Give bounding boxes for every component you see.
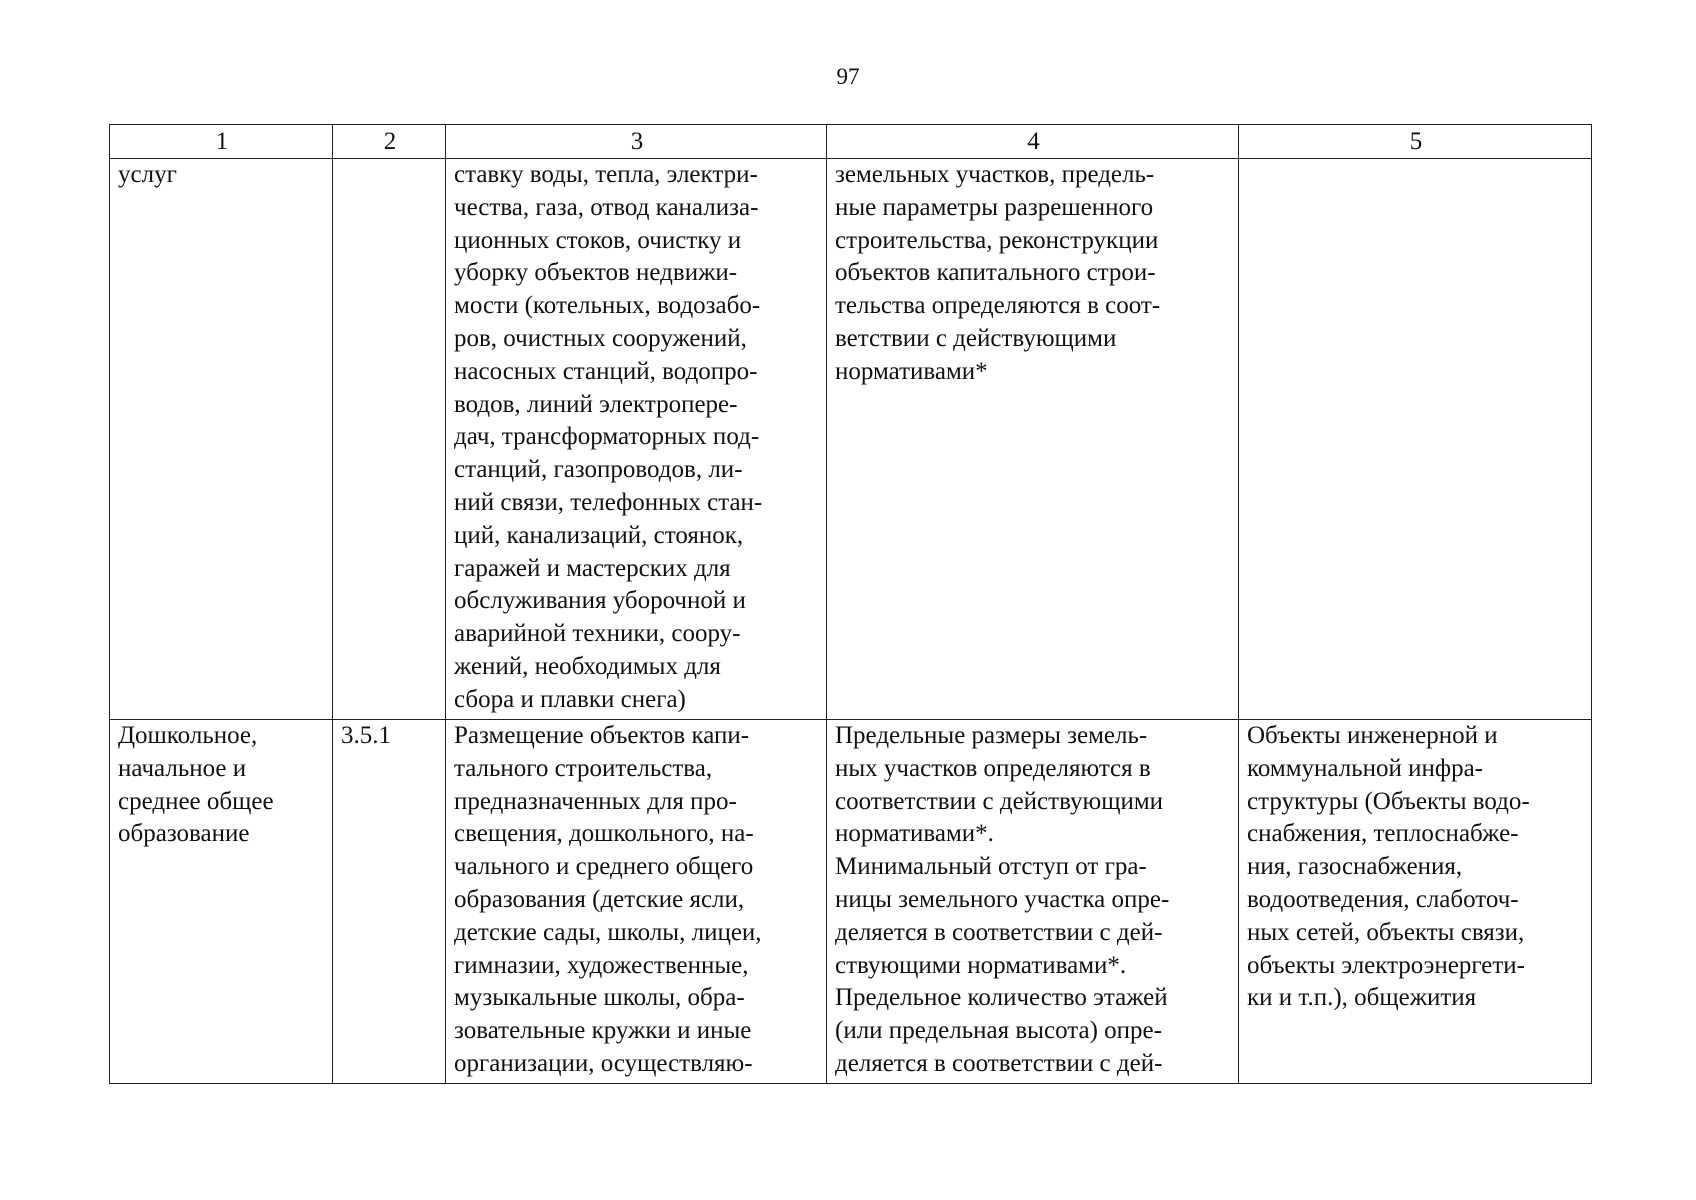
cell-text-line: начальное и — [118, 754, 247, 782]
cell-text-line: ционных стоков, очистку и — [454, 226, 742, 254]
cell-text-line: тельства определяются в соот- — [835, 292, 1161, 320]
row-2-col-3-cell — [446, 720, 827, 1084]
cell-text-line: образования (детские ясли, — [454, 885, 745, 913]
document-table — [109, 124, 1592, 1084]
cell-text-line: организации, осуществляю- — [454, 1049, 753, 1077]
cell-text-line: Объекты инженерной и — [1247, 722, 1498, 749]
cell-text-line: аварийной техники, соору- — [454, 620, 741, 648]
cell-text-line: станций, газопроводов, ли- — [454, 456, 743, 484]
column-header: 2 — [333, 125, 446, 159]
cell-text-line: земельных участков, предель- — [835, 161, 1155, 188]
cell-text-line: деляется в соответствии с дей- — [835, 1049, 1163, 1077]
cell-text-line: сбора и плавки снега) — [454, 685, 686, 713]
cell-text-line: нормативами* — [835, 357, 988, 385]
cell-text-line: насосных станций, водопро- — [454, 357, 758, 385]
cell-text-line: водов, линий электропере- — [454, 390, 738, 418]
row-2-col-5-cell — [1239, 720, 1592, 1084]
cell-text-line: ций, канализаций, стоянок, — [454, 521, 744, 549]
cell-text-line: снабжения, теплоснабже- — [1247, 820, 1519, 848]
column-header: 3 — [446, 125, 827, 159]
cell-text-line: Минимальный отступ от гра- — [835, 853, 1147, 881]
row-2-col-1-cell — [110, 720, 333, 1084]
cell-text-line: ки и т.п.), общежития — [1247, 984, 1477, 1012]
table-header-row — [110, 125, 1592, 159]
row-2-col-4-cell — [827, 720, 1239, 1084]
cell-text-line: ных участков определяются в — [835, 754, 1151, 782]
cell-text-line: Дошкольное, — [118, 722, 258, 749]
cell-text-line: ствующими нормативами*. — [835, 951, 1127, 979]
column-header: 4 — [827, 125, 1239, 159]
cell-text-line: обслуживания уборочной и — [454, 587, 746, 615]
cell-text-line: ния, газоснабжения, — [1247, 853, 1463, 881]
cell-text-line: водоотведения, слаботоч- — [1247, 885, 1519, 913]
row-1-col-2-cell — [333, 159, 446, 720]
cell-text-line: Предельное количество этажей — [835, 984, 1168, 1012]
cell-text-line: ные параметры разрешенного — [835, 193, 1154, 221]
cell-text-line: ницы земельного участка опре- — [835, 885, 1170, 913]
cell-text-line: тального строительства, — [454, 754, 713, 782]
cell-text-line: жений, необходимых для — [454, 652, 721, 680]
column-header: 1 — [110, 125, 333, 159]
cell-text-line: чального и среднего общего — [454, 853, 754, 881]
column-header: 5 — [1239, 125, 1592, 159]
cell-text-line: уборку объектов недвижи- — [454, 259, 738, 287]
cell-text-line: объектов капитального строи- — [835, 259, 1156, 287]
row-1-col-4-cell — [827, 159, 1239, 720]
cell-text-line: гимназии, художественные, — [454, 951, 749, 979]
cell-text-line: дач, трансформаторных под- — [454, 423, 760, 451]
cell-text-line: ставку воды, тепла, электри- — [454, 161, 758, 188]
cell-text-line: зовательные кружки и иные — [454, 1017, 752, 1045]
table-row — [110, 159, 1592, 720]
page-number: 97 — [836, 64, 860, 89]
cell-text-line: 3.5.1 — [341, 722, 391, 749]
cell-text-line: Размещение объектов капи- — [454, 722, 750, 749]
cell-text-line: чества, газа, отвод канализа- — [454, 193, 759, 221]
cell-text-line: соответствии с действующими — [835, 787, 1164, 815]
cell-text-line: ных сетей, объекты связи, — [1247, 918, 1525, 946]
cell-text-line: структуры (Объекты водо- — [1247, 787, 1530, 815]
cell-text-line: детские сады, школы, лицеи, — [454, 918, 762, 946]
row-2-col-2-cell — [333, 720, 446, 1084]
cell-text-line: предназначенных для про- — [454, 787, 737, 815]
cell-text-line: ветствии с действующими — [835, 324, 1117, 352]
cell-text-line: среднее общее — [118, 787, 274, 815]
row-1-col-3-cell — [446, 159, 827, 720]
cell-text-line: гаражей и мастерских для — [454, 554, 731, 582]
cell-text-line: Предельные размеры земель- — [835, 722, 1148, 749]
cell-text-line: ров, очистных сооружений, — [454, 324, 747, 352]
cell-text-line: объекты электроэнергети- — [1247, 951, 1525, 979]
row-1-col-5-cell — [1239, 159, 1592, 720]
table-row — [110, 720, 1592, 1084]
cell-text-line: услуг — [118, 161, 177, 188]
cell-text-line: свещения, дошкольного, на- — [454, 820, 754, 848]
cell-text-line: мости (котельных, водозабо- — [454, 292, 761, 320]
cell-text-line: образование — [118, 820, 250, 848]
cell-text-line: музыкальные школы, обра- — [454, 984, 745, 1012]
cell-text-line: (или предельная высота) опре- — [835, 1017, 1162, 1045]
cell-text-line: нормативами*. — [835, 820, 994, 848]
row-1-col-1-cell — [110, 159, 333, 720]
cell-text-line: коммунальной инфра- — [1247, 754, 1483, 782]
cell-text-line: деляется в соответствии с дей- — [835, 918, 1163, 946]
cell-text-line: ний связи, телефонных стан- — [454, 488, 763, 516]
cell-text-line: строительства, реконструкции — [835, 226, 1159, 254]
